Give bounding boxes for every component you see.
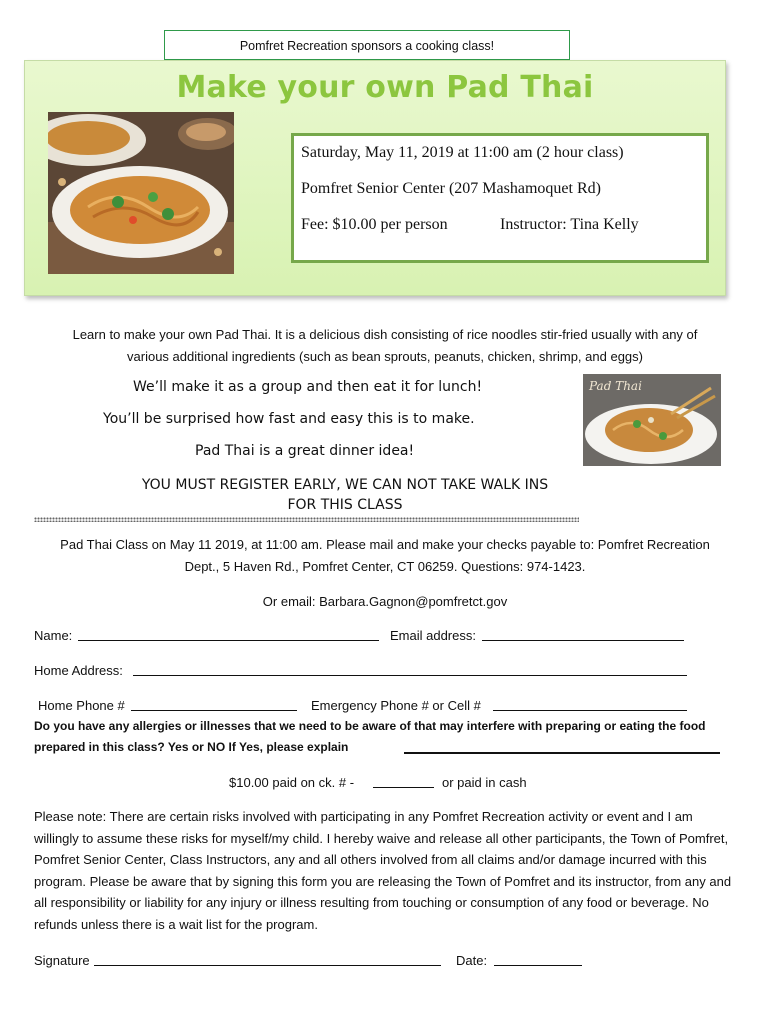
email-label: Email address: — [390, 628, 476, 643]
payment-cash-label: or paid in cash — [442, 775, 527, 790]
dotted-divider — [34, 517, 579, 522]
contact-email: Or email: Barbara.Gagnon@pomfretct.gov — [262, 594, 508, 609]
date-label: Date: — [456, 953, 488, 968]
intro-line-1: Learn to make your own Pad Thai. It is a delicious dish consisting of rice noodles stir-fried usually with any of — [72, 327, 698, 342]
intro-paragraph — [30, 324, 740, 368]
name-field[interactable] — [78, 628, 379, 641]
address-label: Home Address: — [34, 663, 123, 678]
pad-thai-photo-2 — [583, 374, 721, 466]
date-field[interactable] — [494, 953, 582, 966]
check-number-field[interactable] — [373, 775, 434, 788]
photo-caption: Pad Thai — [589, 379, 642, 393]
waiver-text: Please note: There are certain risks involved with participating in any Pomfret Recreation activity or event and I am willingly to assume these risks for myself/my child. I hereby waive and release all other participants, the Town of Pomfret, Pomfret Senior Center, Class Instructors, any and all others involved from all claims and/or damage incurred with this program. Please be aware that by signing this form you are releasing the Town of Pomfret and its instructor, from any and all responsibility or liability for any injury or illness resulting from touching or consumption of any food or beverage. No refunds unless there is a wait list for the program. — [34, 809, 732, 932]
handwritten-line-3: Pad Thai is a great dinner idea! — [195, 443, 415, 459]
sponsor-text: Pomfret Recreation sponsors a cooking class! — [239, 39, 495, 53]
home-phone-field[interactable] — [131, 698, 297, 711]
allergy-question-2: prepared in this class? Yes or NO If Yes, please explain — [34, 740, 349, 754]
class-details-box — [291, 133, 709, 263]
registration-line-1: Pad Thai Class on May 11 2019, at 11:00 am. Please mail and make your checks payable to: Pomfret Recreation — [60, 537, 710, 552]
allergy-question-1: Do you have any allergies or illnesses that we need to be aware of that may interfere with preparing or eating the food — [34, 719, 706, 733]
emergency-phone-label: Emergency Phone # or Cell # — [311, 698, 481, 713]
register-warning — [110, 475, 580, 515]
signature-label: Signature — [34, 953, 90, 968]
class-instructor: Instructor: Tina Kelly — [500, 216, 639, 233]
emergency-phone-field[interactable] — [493, 698, 687, 711]
handwritten-line-2: You’ll be surprised how fast and easy this is to make. — [103, 411, 475, 427]
class-fee: Fee: $10.00 per person — [301, 216, 448, 233]
pad-thai-photo — [48, 112, 234, 274]
class-date: Saturday, May 11, 2019 at 11:00 am (2 hour class) — [301, 144, 624, 161]
home-phone-label: Home Phone # — [38, 698, 125, 713]
payment-check-label: $10.00 paid on ck. # - — [229, 775, 355, 790]
address-field[interactable] — [133, 663, 687, 676]
name-label: Name: — [34, 628, 73, 643]
sponsor-box — [164, 30, 570, 60]
allergy-explain-field[interactable] — [404, 740, 720, 754]
handwritten-line-1: We’ll make it as a group and then eat it for lunch! — [133, 379, 483, 395]
intro-line-2: various additional ingredients (such as bean sprouts, peanuts, chicken, shrimp, and eggs) — [127, 349, 643, 364]
signature-field[interactable] — [94, 953, 441, 966]
registration-line-2: Dept., 5 Haven Rd., Pomfret Center, CT 06259. Questions: 974-1423. — [184, 559, 586, 574]
warning-line-1: YOU MUST REGISTER EARLY, WE CAN NOT TAKE WALK INS — [141, 477, 549, 493]
class-location: Pomfret Senior Center (207 Mashamoquet Rd) — [301, 180, 601, 197]
warning-line-2: FOR THIS CLASS — [287, 497, 403, 513]
page-title: Make your own Pad Thai — [176, 70, 594, 105]
email-field[interactable] — [482, 628, 684, 641]
